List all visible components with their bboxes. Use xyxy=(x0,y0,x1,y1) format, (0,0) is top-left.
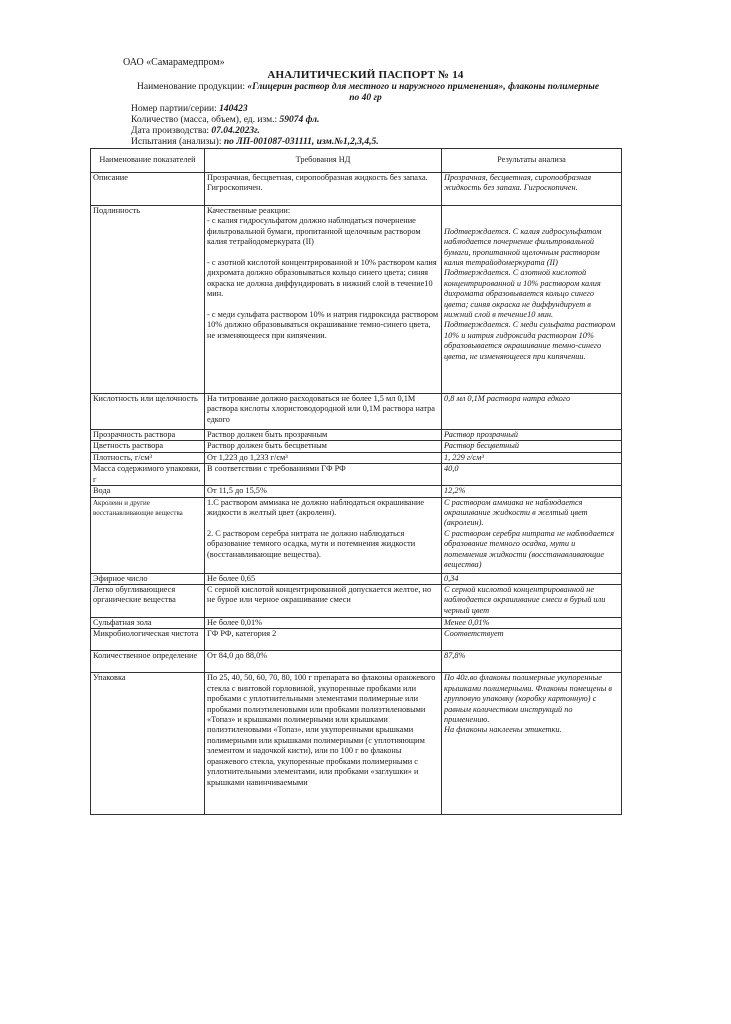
row-requirement: Прозрачная, бесцветная, сиропообразная жидкость без запаха. Гигроскопичен. xyxy=(205,173,442,206)
table-row xyxy=(91,573,622,584)
row-result: 0,8 мл 0,1М раствора натра едкого xyxy=(442,394,622,430)
row-requirement: От 84,0 до 88,0% xyxy=(205,651,442,673)
table-row xyxy=(91,464,622,486)
batch-value: 140423 xyxy=(219,104,248,114)
row-name: Подлинность xyxy=(91,206,205,394)
product-name-cont: по 40 гр xyxy=(349,93,382,103)
table-header-row xyxy=(91,149,622,173)
table-row xyxy=(91,430,622,441)
row-name: Прозрачность раствора xyxy=(91,430,205,441)
table-row xyxy=(91,173,622,206)
row-name: Масса содержимого упаковки, г xyxy=(91,464,205,486)
row-name: Количественное определение xyxy=(91,651,205,673)
table-row xyxy=(91,441,622,452)
tests-value: по ЛП-001087-031111, изм.№1,2,3,4,5. xyxy=(223,137,379,147)
row-name: Упаковка xyxy=(91,673,205,815)
row-result: Прозрачная, бесцветная, сиропообразная жидкость без запаха. Гигроскопичен. xyxy=(442,173,622,206)
row-name: Легко обугливающиеся органические вещества xyxy=(91,585,205,618)
row-requirement: От 1,223 до 1,233 г/см³ xyxy=(205,452,442,463)
table-row xyxy=(91,585,622,618)
row-requirement: На титрование должно расходоваться не более 1,5 мл 0,1М раствора кислоты хлористоводородной или 0,1М раствора натра едкого xyxy=(205,394,442,430)
row-requirement: ГФ РФ, категория 2 xyxy=(205,629,442,651)
row-requirement: От 11,5 до 15,5% xyxy=(205,486,442,497)
col-header-requirement: Требования НД xyxy=(205,149,442,173)
product-line-cont xyxy=(0,93,731,104)
quantity-value: 59074 фл. xyxy=(279,115,320,125)
row-name: Кислотность или щелочность xyxy=(91,394,205,430)
row-result: Соответствует xyxy=(442,629,622,651)
table-row xyxy=(91,486,622,497)
row-result: По 40г.во флаконы полимерные укупоренные крышками полимерными. Флаконы помещены в групповую упаковку (коробку картонную) с равным количеством инструкций по применению. На флаконы наклеены этикетки. xyxy=(442,673,622,815)
quantity-label: Количество (масса, объем), ед. изм.: xyxy=(131,115,278,125)
row-requirement: Раствор должен быть бесцветным xyxy=(205,441,442,452)
row-name: Описание xyxy=(91,173,205,206)
table-row xyxy=(91,497,622,573)
date-label: Дата производства: xyxy=(131,126,210,136)
row-requirement: Не более 0,65 xyxy=(205,573,442,584)
row-name: Цветность раствора xyxy=(91,441,205,452)
row-result: 1, 229 г/см³ xyxy=(442,452,622,463)
document-title: АНАЛИТИЧЕСКИЙ ПАСПОРТ № 14 xyxy=(267,69,464,81)
quantity-line xyxy=(131,115,319,126)
date-line xyxy=(131,126,260,137)
row-requirement: По 25, 40, 50, 60, 70, 80, 100 г препарата во флаконы оранжевого стекла с винтовой горловиной, укупоренные пробками или пробками с уплотнительными элементами полимерные или пробками полиэтиленовыми или пробками полиэтиленовыми «Топаз» и крышками полимерными или крышками полиэтиленовыми «Топаз», или укупоренными крышками полимерными или крышками полимерными (с уплотняющим элементом и надочкой кисти), или по 100 г во флаконы оранжевого стекла, укупоренные пробками полимерными с уплотнительными элементами, или пробками «заглушки» и крышками навинчиваемыми xyxy=(205,673,442,815)
product-label: Наименование продукции: xyxy=(137,82,245,92)
row-name: Микробиологическая чистота xyxy=(91,629,205,651)
row-requirement: Раствор должен быть прозрачным xyxy=(205,430,442,441)
batch-line xyxy=(131,104,248,115)
row-requirement: Качественные реакции: - с калия гидросульфатом должно наблюдаться почернение фильтровальной бумаги, пропитанной щелочным раствором калия тетрайодомеркурата (II) - с азотной кислотой концентрированной и 10% раствором калия дихромата должно образовываться кольцо синего цвета; синяя окраска не должна диффундировать в нижний слой в течение10 мин. - с меди сульфата раствором 10% и натрия гидроксида раствором 10% должно образовываться окрашивание темно-синего цвета, не изменяющееся при кипячении. xyxy=(205,206,442,394)
row-result: 12,2% xyxy=(442,486,622,497)
batch-label: Номер партии/серии: xyxy=(131,104,217,114)
tests-label: Испытания (анализы): xyxy=(131,137,222,147)
row-result: Подтверждается. С калия гидросульфатом наблюдается почернение фильтровальной бумаги, пропитанной щелочным раствором калия тетрайодомеркурата (II) Подтверждается. С азотной кислотой концентрированной и 10% раствором калия дихромата образовывается кольцо синего цвета; синяя окраска не диффундирует в нижний слой в течение10 мин. Подтверждается. С меди сульфата раствором 10% и натрия гидроксида раствором 10% образовывается окрашивание темно-синего цвета, не изменяющееся при кипячении. xyxy=(442,206,622,394)
table-row xyxy=(91,618,622,629)
row-name: Сульфатная зола xyxy=(91,618,205,629)
table-row xyxy=(91,206,622,394)
tests-line xyxy=(131,137,379,148)
product-line xyxy=(137,82,627,93)
row-result: Раствор бесцветный xyxy=(442,441,622,452)
table-row xyxy=(91,673,622,815)
row-name: Эфирное число xyxy=(91,573,205,584)
row-requirement: 1.С раствором аммиака не должно наблюдаться окрашивание жидкости в желтый цвет (акролеин). 2. С раствором серебра нитрата не должно наблюдаться образование темного осадка, мути и потемнения жидкости (восстанавливающие вещества). xyxy=(205,497,442,573)
col-header-result: Результаты анализа xyxy=(442,149,622,173)
table-row xyxy=(91,394,622,430)
table-row xyxy=(91,452,622,463)
row-result: 0,34 xyxy=(442,573,622,584)
col-header-parameter: Наименование показателей xyxy=(91,149,205,173)
row-name: Акролеин и другие восстанавливающие вещества xyxy=(91,497,205,573)
row-result: 87,8% xyxy=(442,651,622,673)
row-requirement: Не более 0,01% xyxy=(205,618,442,629)
row-requirement: В соответствии с требованиями ГФ РФ xyxy=(205,464,442,486)
table-row xyxy=(91,651,622,673)
product-name: «Глицерин раствор для местного и наружного применения», флаконы полимерные xyxy=(247,82,600,92)
row-name: Плотность, г/см³ xyxy=(91,452,205,463)
row-result: 40,0 xyxy=(442,464,622,486)
table-row xyxy=(91,629,622,651)
row-requirement: С серной кислотой концентрированной допускается желтое, но не бурое или черное окрашивание смеси xyxy=(205,585,442,618)
analysis-table xyxy=(90,148,622,815)
date-value: 07.04.2023г. xyxy=(211,126,260,136)
row-result: С серной кислотой концентрированной не наблюдается окрашивание смеси в бурый или черный цвет xyxy=(442,585,622,618)
row-result: С раствором аммиака не наблюдается окрашивание жидкости в желтый цвет (акролеин). С раствором серебра нитрата не наблюдается образование темного осадка, мути и потемнения жидкости (восстанавливающие вещества) xyxy=(442,497,622,573)
row-result: Менее 0,01% xyxy=(442,618,622,629)
row-result: Раствор прозрачный xyxy=(442,430,622,441)
row-name: Вода xyxy=(91,486,205,497)
organization-name: ОАО «Самарамедпром» xyxy=(123,57,225,68)
